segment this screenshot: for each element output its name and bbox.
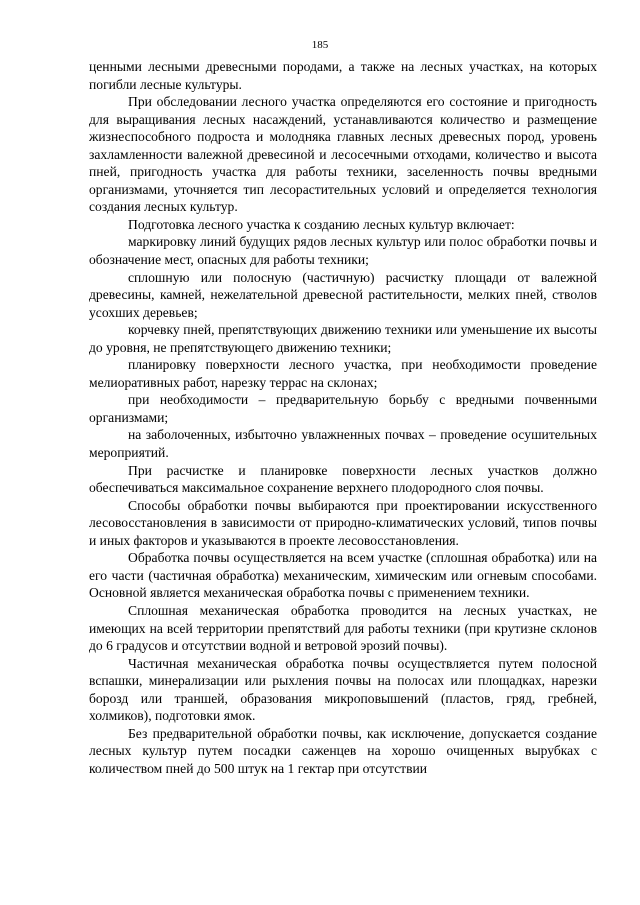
paragraph: Сплошная механическая обработка проводится на лесных участках, не имеющих на всей территории препятствий для работы техники (при крутизне склонов до 6 градусов и отсутствии водной и ветровой эрозий почвы). xyxy=(89,602,597,654)
paragraph: ценными лесными древесными породами, а также на лесных участках, на которых погибли лесные культуры. xyxy=(89,59,597,92)
paragraph: Обработка почвы осуществляется на всем участке (сплошная обработка) или на его части (частичная обработка) механическим, химическим или огневым способами. Основной является механическая обработка почвы с применением техники. xyxy=(89,550,597,601)
paragraph: корчевку пней, препятствующих движению техники или уменьшение их высоты до уровня, не препятствующего движению техники; xyxy=(89,322,597,355)
paragraph: При расчистке и планировке поверхности лесных участков должно обеспечиваться максимальное сохранение верхнего плодородного слоя почвы. xyxy=(89,462,597,496)
paragraph: при необходимости – предварительную борьбу с вредными почвенными организмами; xyxy=(89,392,597,425)
paragraph: Без предварительной обработки почвы, как исключение, допускается создание лесных культур путем посадки саженцев на хорошо очищенных вырубках с количеством пней до 500 штук на 1 гектар при отсутствии xyxy=(89,725,597,776)
paragraph: Частичная механическая обработка почвы осуществляется путем полосной вспашки, минерализации или рыхления почвы на полосах или площадках, нарезки борозд или траншей, образования микроповышений (пластов, гряд, гребней, холмиков), подготовки ямок. xyxy=(89,655,597,724)
paragraph: планировку поверхности лесного участка, при необходимости проведение мелиоративных работ, нарезку террас на склонах; xyxy=(89,357,597,390)
paragraph: сплошную или полосную (частичную) расчистку площади от валежной древесины, камней, нежелательной древесной растительности, мелких пней, стволов усохших деревьев; xyxy=(89,269,597,320)
paragraph: на заболоченных, избыточно увлажненных почвах – проведение осушительных мероприятий. xyxy=(89,427,597,461)
paragraph: маркировку линий будущих рядов лесных культур или полос обработки почвы и обозначение мест, опасных для работы техники; xyxy=(89,234,597,268)
paragraph: При обследовании лесного участка определяются его состояние и пригодность для выращивания лесных насаждений, устанавливаются количество и размещение жизнеспособного подроста и молодняка главных лесных древесных пород, уровень захламленности валежной древесиной и лесосечными отходами, количество и высота пней, пригодность участка для работы техники, заселенность почвы вредными организмами, уточняется тип лесорастительных условий и определяется технология создания лесных культур. xyxy=(89,94,597,215)
paragraph: Способы обработки почвы выбираются при проектировании искусственного лесовосстановления в зависимости от природно-климатических условий, типов почвы и иных факторов и указываются в проекте лесовосстановления. xyxy=(89,497,597,548)
page-number: 185 xyxy=(311,39,329,51)
paragraph: Подготовка лесного участка к созданию лесных культур включает: xyxy=(128,216,515,232)
body-text xyxy=(89,58,597,777)
